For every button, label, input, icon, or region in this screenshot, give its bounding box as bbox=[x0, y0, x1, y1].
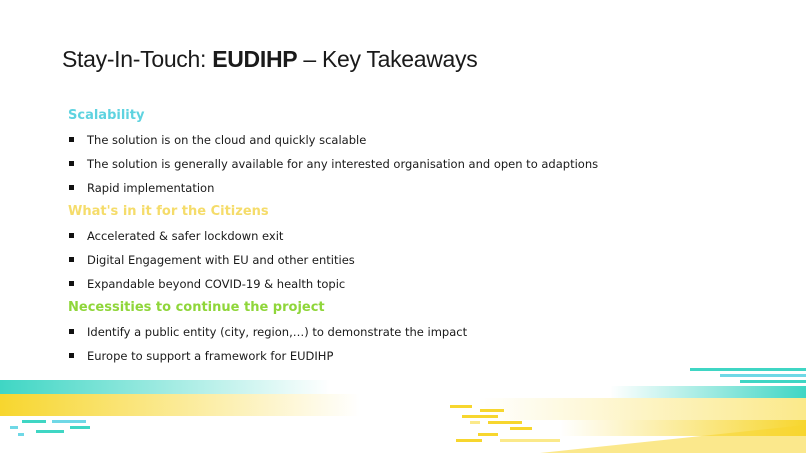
bullet-square-icon bbox=[69, 161, 74, 166]
bullet-text: Europe to support a framework for EUDIHP bbox=[87, 349, 334, 363]
bullet-item bbox=[68, 248, 628, 272]
slide-title bbox=[62, 46, 477, 73]
bullet-square-icon bbox=[69, 329, 74, 334]
takeaways-content bbox=[68, 106, 628, 368]
bullet-square-icon bbox=[69, 185, 74, 190]
bullet-square-icon bbox=[69, 233, 74, 238]
bullet-item bbox=[68, 272, 628, 296]
bullet-text: Accelerated & safer lockdown exit bbox=[87, 229, 284, 243]
bullet-text: Rapid implementation bbox=[87, 181, 215, 195]
bullet-item bbox=[68, 344, 628, 368]
bullet-square-icon bbox=[69, 353, 74, 358]
title-prefix: Stay-In-Touch: bbox=[62, 46, 213, 72]
section-heading-scalability: Scalability bbox=[68, 108, 145, 123]
bullet-square-icon bbox=[69, 257, 74, 262]
bullet-item bbox=[68, 152, 628, 176]
title-suffix: – Key Takeaways bbox=[297, 46, 478, 72]
bullet-text: The solution is on the cloud and quickly scalable bbox=[87, 133, 367, 147]
bullet-item bbox=[68, 176, 628, 200]
bullet-item bbox=[68, 128, 628, 152]
bullet-item bbox=[68, 224, 628, 248]
bullet-square-icon bbox=[69, 137, 74, 142]
title-bold: EUDIHP bbox=[212, 46, 298, 72]
bullet-item bbox=[68, 320, 628, 344]
bullet-text: Identify a public entity (city, region,…) to demonstrate the impact bbox=[87, 325, 468, 339]
bullet-text: The solution is generally available for any interested organisation and open to adaptions bbox=[87, 157, 599, 171]
bullet-square-icon bbox=[69, 281, 74, 286]
bullet-text: Digital Engagement with EU and other entities bbox=[87, 253, 355, 267]
section-heading-necessities: Necessities to continue the project bbox=[68, 300, 325, 315]
bullet-text: Expandable beyond COVID-19 & health topic bbox=[87, 277, 346, 291]
section-heading-citizens: What's in it for the Citizens bbox=[68, 204, 269, 219]
